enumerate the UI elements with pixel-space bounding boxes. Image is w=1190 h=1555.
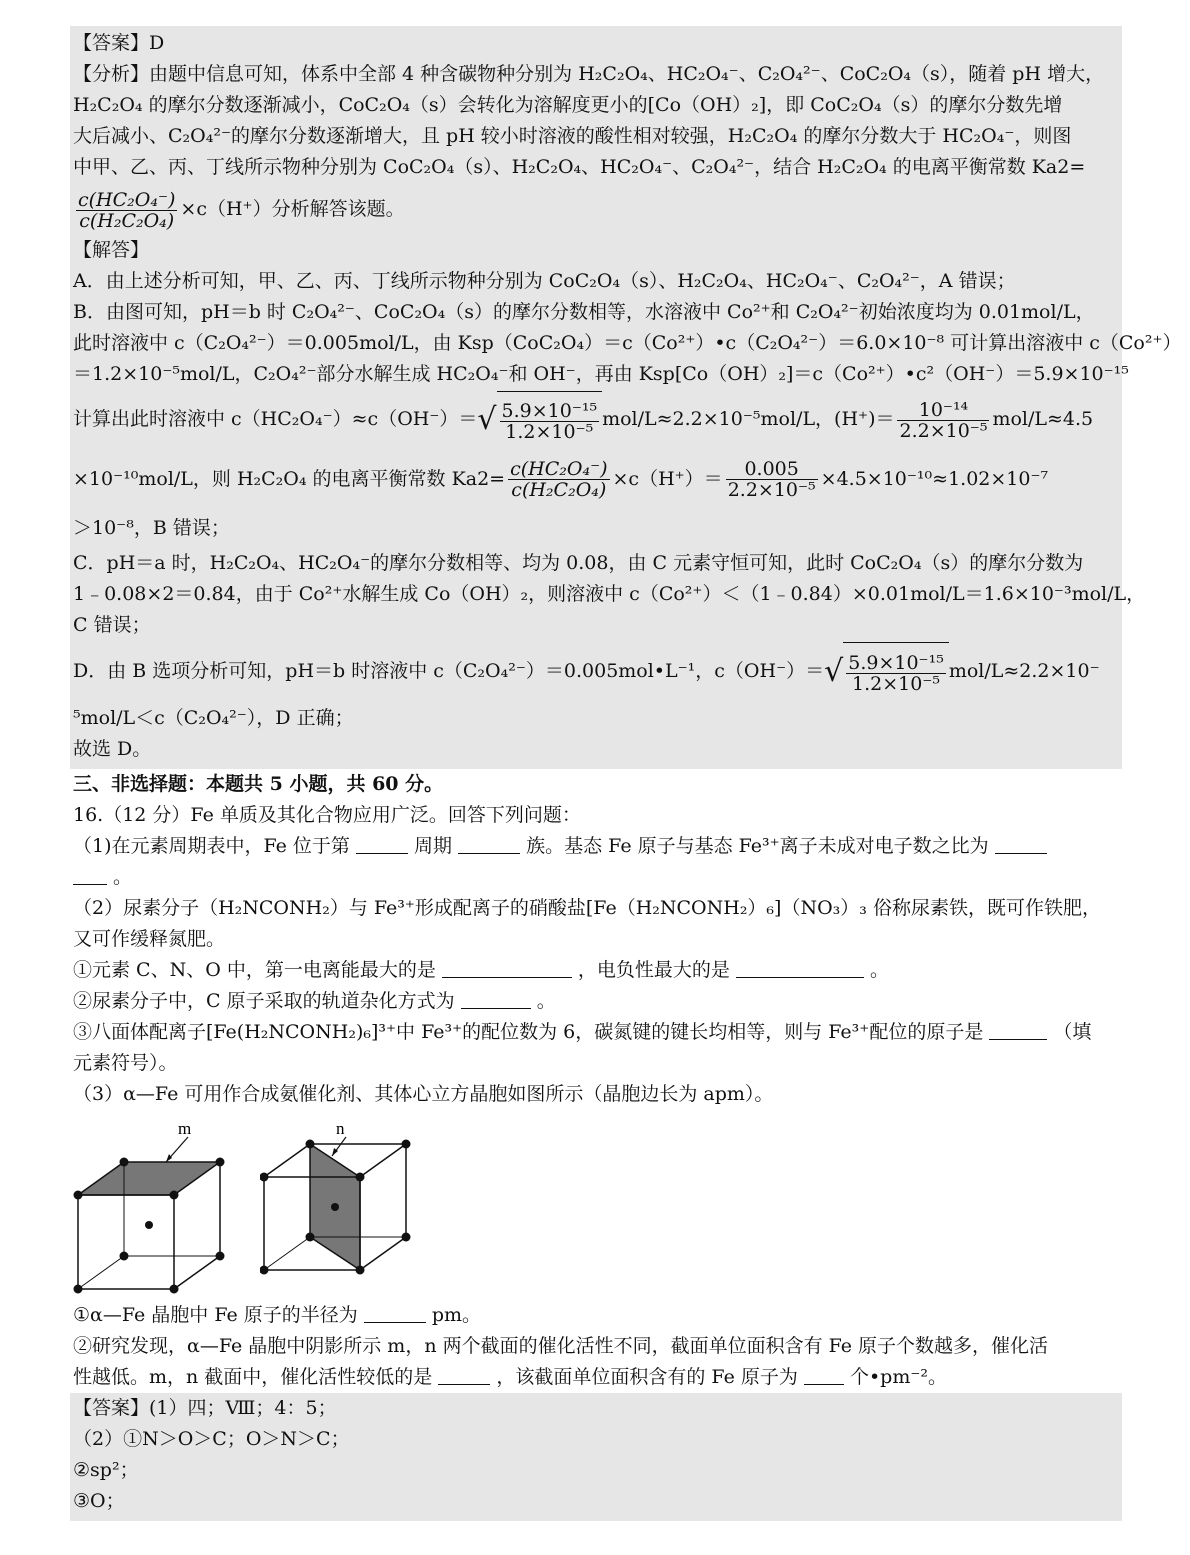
- option-d-line-2: ⁵mol/L＜c（C₂O₄²⁻），D 正确；: [73, 706, 354, 729]
- option-b-line-6: ＞10⁻⁸，B 错误；: [73, 516, 230, 539]
- label-n: n: [336, 1118, 345, 1138]
- q16-part2-line2: 又可作缓释氮肥。: [73, 927, 226, 950]
- q16-part2-2: ②尿素分子中，C 原子采取的轨道杂化方式为 。: [73, 989, 556, 1012]
- crystal-figures: [70, 1110, 1122, 1300]
- answer-blank[interactable]: [804, 1366, 844, 1385]
- h-fraction: $\frac{\text{10⁻¹⁴}}{\text{2.2×10⁻⁵}}$: [899, 398, 988, 442]
- document-page: [70, 26, 1182, 1521]
- option-d-line-3: 故选 D。: [73, 737, 152, 760]
- analysis-line-1: 【分析】由题中信息可知，体系中全部 4 种含碳物种分别为 H₂C₂O₄、HC₂O₄⁻、C₂O₄²⁻、CoC₂O₄（s），随着 pH 增大，: [73, 63, 1105, 85]
- answer-block-2: [70, 1393, 1122, 1521]
- option-b-line-5: ×10⁻¹⁰mol/L，则 H₂C₂O₄ 的电离平衡常数 Ka2= $\frac{\text{c(HC₂O₄⁻)}}{\text{c(H₂C₂O₄)}}$ ×c（H⁺）＝ $\frac{0.005}{\text{2.2×10⁻⁵}}$ ×4.5×10⁻¹⁰≈1.02×10⁻⁷: [73, 458, 1049, 502]
- answer-blank[interactable]: [995, 835, 1047, 854]
- option-d-line-1: D．由 B 选项分析可知，pH＝b 时溶液中 c（C₂O₄²⁻）＝0.005mol•L⁻¹，c（OH⁻）＝√ $\frac{\text{5.9×10⁻¹⁵}}{\text{1.2×10⁻⁵}}$ mol/L≈2.2×10⁻: [73, 641, 1122, 703]
- option-c-line-3: C 错误；: [73, 613, 151, 636]
- answer2-line-3: ②sp²；: [73, 1458, 139, 1481]
- answer-blank[interactable]: [736, 959, 864, 978]
- q16-part2-3: ③八面体配离子[Fe(H₂NCONH₂)₆]³⁺中 Fe³⁺的配位数为 6，碳氮键的键长均相等，则与 Fe³⁺配位的原子是 （填: [73, 1020, 1092, 1043]
- answer2-line-4: ③O；: [73, 1489, 125, 1512]
- analysis-line-4: 中甲、乙、丙、丁线所示物种分别为 CoC₂O₄（s）、H₂C₂O₄、HC₂O₄⁻、C₂O₄²⁻，结合 H₂C₂O₄ 的电离平衡常数 Ka2=: [73, 156, 1086, 178]
- answer-blank[interactable]: [364, 1304, 426, 1323]
- answer-blank[interactable]: [458, 835, 520, 854]
- q16-part3: （3）α—Fe 可用作合成氨催化剂、其体心立方晶胞如图所示（晶胞边长为 apm）。: [73, 1082, 774, 1105]
- answer-line: 【答案】D: [73, 32, 165, 54]
- answer-blank[interactable]: [442, 959, 572, 978]
- q16-part1: （1)在元素周期表中，Fe 位于第 周期 族。基态 Fe 原子与基态 Fe³⁺离子未成对电子数之比为: [70, 831, 1122, 862]
- analysis-line-3: 大后减小、C₂O₄²⁻的摩尔分数逐渐增大，且 pH 较小时溶液的酸性相对较强，H₂C₂O₄ 的摩尔分数大于 HC₂O₄⁻，则图: [73, 125, 1072, 147]
- answer-blank[interactable]: [461, 990, 531, 1009]
- q16-part2-3-end: 元素符号）。: [73, 1051, 178, 1074]
- q16-stem: 16.（12 分）Fe 单质及其化合物应用广泛。回答下列问题：: [73, 803, 581, 826]
- q16-part3-2-line2: 性越低。m，n 截面中，催化活性较低的是 ，该截面单位面积含有的 Fe 原子为 个•pm⁻²。: [73, 1365, 947, 1388]
- answer2-line-1: 【答案】(1）四；Ⅷ；4：5；: [73, 1396, 337, 1419]
- label-m: m: [178, 1118, 192, 1138]
- option-a-line: A．由上述分析可知，甲、乙、丙、丁线所示物种分别为 CoC₂O₄（s）、H₂C₂O₄、HC₂O₄⁻、C₂O₄²⁻，A 错误；: [73, 270, 1016, 292]
- analysis-line-2: H₂C₂O₄ 的摩尔分数逐渐减小，CoC₂O₄（s）会转化为溶解度更小的[Co（OH）₂]，即 CoC₂O₄（s）的摩尔分数先增: [73, 94, 1063, 116]
- option-b-line-1: B．由图可知，pH＝b 时 C₂O₄²⁻、CoC₂O₄（s）的摩尔分数相等，水溶液中 Co²⁺和 C₂O₄²⁻初始浓度均为 0.01mol/L，: [73, 301, 1095, 323]
- option-c-line-1: C．pH＝a 时，H₂C₂O₄、HC₂O₄⁻的摩尔分数相等、均为 0.08，由 C 元素守恒可知，此时 CoC₂O₄（s）的摩尔分数为: [73, 551, 1084, 574]
- option-b-line-2: 此时溶液中 c（C₂O₄²⁻）＝0.005mol/L，由 Ksp（CoC₂O₄）＝c（Co²⁺）•c（C₂O₄²⁻）＝6.0×10⁻⁸ 可计算出溶液中 c（Co²⁺）: [73, 332, 1182, 354]
- option-b-line-4: 计算出此时溶液中 c（HC₂O₄⁻）≈c（OH⁻）＝√ $\frac{\text{5.9×10⁻¹⁵}}{\text{1.2×10⁻⁵}}$ mol/L≈2.2×10⁻⁵mol/L，(H⁺)＝ $\frac{\text{10⁻¹⁴}}{\text{2.2×10⁻⁵}}$ mol/L≈4.5: [73, 390, 1122, 450]
- analysis-line-5: $\frac{\text{c(HC₂O₄⁻)}}{\text{c(H₂C₂O₄)}}$ ×c（H⁺）分析解答该题。: [78, 188, 405, 232]
- b5-fraction: $\frac{0.005}{\text{2.2×10⁻⁵}}$: [727, 458, 816, 502]
- cube-figure-n: [260, 1110, 420, 1300]
- q16-part2-1: ①元素 C、N、O 中，第一电离能最大的是 ，电负性最大的是 。: [73, 958, 890, 981]
- ka-fraction: $\frac{\text{c(HC₂O₄⁻)}}{\text{c(H₂C₂O₄)}}$: [78, 188, 176, 232]
- option-c-line-2: 1﹣0.08×2＝0.84，由于 Co²⁺水解生成 Co（OH）₂，则溶液中 c（Co²⁺）＜（1﹣0.84）×0.01mol/L＝1.6×10⁻³mol/L，: [73, 582, 1146, 605]
- answer-block: [70, 26, 1182, 769]
- section-title: 三、非选择题：本题共 5 小题，共 60 分。: [73, 772, 444, 795]
- analysis-label: 【分析】: [73, 63, 150, 85]
- q16-part3-2-line1: ②研究发现，α—Fe 晶胞中阴影所示 m，n 两个截面的催化活性不同，截面单位面积含有 Fe 原子个数越多，催化活: [73, 1334, 1049, 1357]
- ka-fraction-2: $\frac{\text{c(HC₂O₄⁻)}}{\text{c(H₂C₂O₄)}}$: [510, 458, 608, 502]
- solution-label: 【解答】: [73, 239, 150, 261]
- q16-part1-end: 。: [70, 862, 1122, 893]
- answer-blank[interactable]: [73, 866, 107, 885]
- answer-blank[interactable]: [989, 1021, 1047, 1040]
- answer-blank[interactable]: [356, 835, 408, 854]
- answer2-line-2: （2）①N＞O＞C；O＞N＞C；: [73, 1427, 350, 1450]
- sqrt-expression-2: √ $\frac{\text{5.9×10⁻¹⁵}}{\text{1.2×10⁻⁵}}$: [824, 641, 949, 703]
- sqrt-expression: √ $\frac{\text{5.9×10⁻¹⁵}}{\text{1.2×10⁻⁵}}$: [477, 390, 602, 450]
- q16-part3-1: ①α—Fe 晶胞中 Fe 原子的半径为 pm。: [73, 1303, 482, 1326]
- answer-blank[interactable]: [438, 1366, 490, 1385]
- q16-part2-line1: （2）尿素分子（H₂NCONH₂）与 Fe³⁺形成配离子的硝酸盐[Fe（H₂NCONH₂）₆]（NO₃）₃ 俗称尿素铁，既可作铁肥，: [73, 896, 1101, 919]
- cube-figure-m: [70, 1110, 230, 1300]
- option-b-line-3: ＝1.2×10⁻⁵mol/L，C₂O₄²⁻部分水解生成 HC₂O₄⁻和 OH⁻，再由 Ksp[Co（OH）₂]＝c（Co²⁺）•c²（OH⁻）＝5.9×10⁻¹⁵: [73, 363, 1129, 385]
